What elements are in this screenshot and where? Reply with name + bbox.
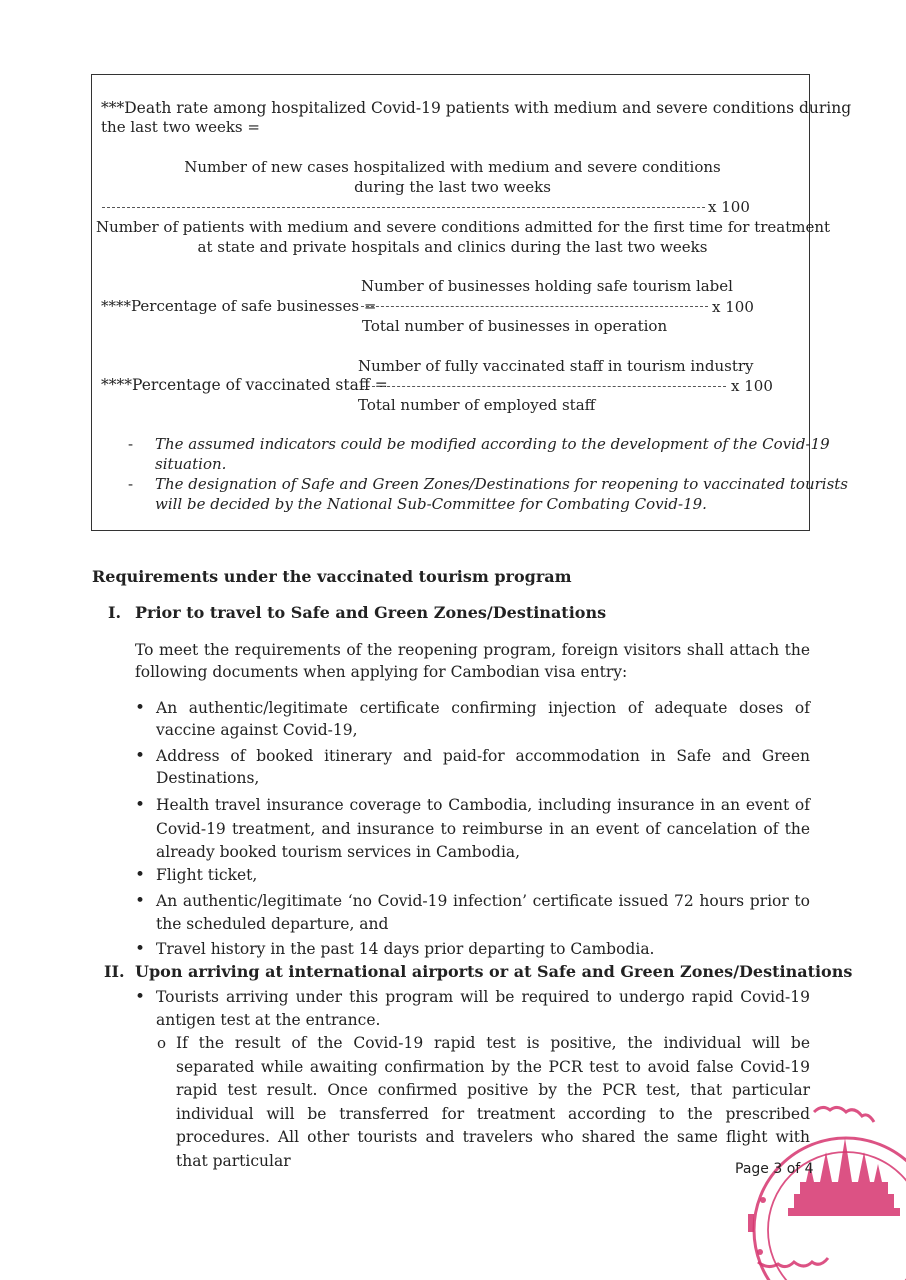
fraction-line <box>102 207 705 208</box>
death-rate-multiplier: x 100 <box>708 198 750 216</box>
safe-business-denominator: Total number of businesses in operation <box>362 317 668 335</box>
death-rate-label-cont: the last two weeks = <box>101 118 260 136</box>
section-title: Upon arriving at international airports or at Safe and Green Zones/Destinations <box>135 962 853 981</box>
bullet-marker: • <box>135 698 146 718</box>
bullet-marker: • <box>135 795 146 815</box>
list-item: Flight ticket, <box>156 866 258 884</box>
vaccinated-staff-label: ****Percentage of vaccinated staff = <box>101 376 388 394</box>
death-rate-label: ***Death rate among hospitalized Covid-19 patients with medium and severe conditions during <box>101 99 852 117</box>
requirements-heading: Requirements under the vaccinated tourism program <box>92 567 572 586</box>
bullet-marker: • <box>135 746 146 766</box>
fraction-line <box>361 306 708 307</box>
note-text: The assumed indicators could be modified according to the development of the Covid-19 <box>155 435 830 453</box>
note-dash: - <box>128 435 134 453</box>
page-number: Page 3 of 4 <box>735 1161 814 1177</box>
list-item: Travel history in the past 14 days prior departing to Cambodia. <box>156 940 655 958</box>
note-text-cont: situation. <box>155 455 227 473</box>
death-rate-numerator: Number of new cases hospitalized with medium and severe conditions <box>184 158 721 176</box>
death-rate-numerator-cont: during the last two weeks <box>354 178 551 196</box>
bullet-marker: • <box>135 865 146 885</box>
section-title: Prior to travel to Safe and Green Zones/Destinations <box>135 603 607 622</box>
vaccinated-staff-numerator: Number of fully vaccinated staff in tourism industry <box>358 357 754 375</box>
bullet-marker: • <box>135 987 146 1007</box>
vaccinated-staff-multiplier: x 100 <box>731 377 773 395</box>
section-number: I. <box>108 603 122 622</box>
list-item: Address of booked itinerary and paid-for accommodation in Safe and Green Destinations, <box>156 747 810 787</box>
bullet-marker: • <box>135 939 146 959</box>
sub-bullet-marker: o <box>157 1034 167 1052</box>
list-item: Tourists arriving under this program will be required to undergo rapid Covid-19 antigen test at the entrance. <box>156 988 810 1029</box>
safe-business-multiplier: x 100 <box>712 298 754 316</box>
sub-list-item: If the result of the Covid-19 rapid test is positive, the individual will be separated while awaiting confirmation by the PCR test to avoid false Covid-19 rapid test result. Once confirmed positive by the PCR test, that particular individual will be transferred for treatment according to the prescribed procedures. All other tourists and travelers who shared the same flight with that particular <box>176 1034 810 1170</box>
note-text: The designation of Safe and Green Zones/Destinations for reopening to vaccinated tourists <box>155 475 849 493</box>
death-rate-denominator: Number of patients with medium and severe conditions admitted for the first time for treatment <box>96 218 831 236</box>
list-item: An authentic/legitimate certificate confirming injection of adequate doses of vaccine against Covid-19, <box>156 699 810 739</box>
section-number: II. <box>104 962 125 981</box>
note-dash: - <box>128 475 134 493</box>
death-rate-denominator-cont: at state and private hospitals and clinics during the last two weeks <box>197 238 708 256</box>
section-intro: To meet the requirements of the reopening program, foreign visitors shall attach the following documents when applying for Cambodian visa entry: <box>135 641 810 681</box>
bullet-marker: • <box>135 891 146 911</box>
list-item: An authentic/legitimate ‘no Covid-19 infection’ certificate issued 72 hours prior to the scheduled departure, and <box>156 892 810 933</box>
note-text-cont: will be decided by the National Sub-Committee for Combating Covid-19. <box>155 495 707 513</box>
vaccinated-staff-denominator: Total number of employed staff <box>358 396 596 414</box>
safe-business-label: ****Percentage of safe businesses = <box>101 297 377 315</box>
fraction-line <box>362 386 726 387</box>
official-seal-stamp <box>728 1082 906 1280</box>
safe-business-numerator: Number of businesses holding safe tourism label <box>361 277 733 295</box>
list-item: Health travel insurance coverage to Cambodia, including insurance in an event of Covid-19 treatment, and insurance to reimburse in an event of cancelation of the already booked tourism services in Cambodia, <box>156 796 810 861</box>
